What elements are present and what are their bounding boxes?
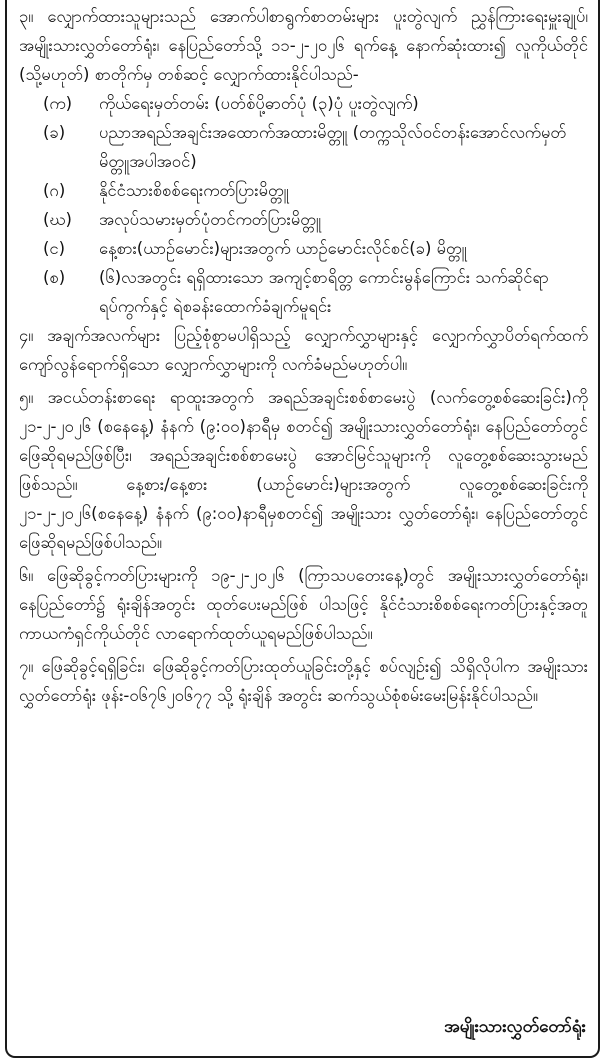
section-5-paragraph: ၅။ အငယ်တန်းစာရေး ရာထူးအတွက် အရည်အချင်းစစ်စာမေးပွဲ (လက်တွေ့စစ်ဆေးခြင်း)ကို ၂၁-၂-၂၀၂၆ (စနေနေ့) နံနက် (၉:၀၀)နာရီမှ စတင်၍ အမျိုးသားလွှတ်တော်ရုံး၊ နေပြည်တော်တွင် ဖြေဆိုရမည်ဖြစ်ပြီး၊ အရည်အချင်းစစ်စာမေးပွဲ အောင်မြင်သူများကို လူတွေ့စစ်ဆေးသွားမည် ဖြစ်သည်။ နေ့စား/နေ့စား (ယာဉ်မောင်း)များအတွက် လူတွေ့စစ်ဆေးခြင်းကို ၂၁-၂-၂၀၂၆(စနေနေ့) နံနက် (၉:၀၀)နာရီမှစတင်၍ အမျိုးသား လွှတ်တော်ရုံး၊ နေပြည်တော်တွင် ဖြေဆိုရမည်ဖြစ်ပါသည်။ [19,388,588,552]
list-item [19,234,588,263]
list-item-text: နိုင်ငံသားစိစစ်ရေးကတ်ပြားမိတ္တူ [99,181,289,200]
list-item-marker: (စ) [43,268,66,287]
list-item-text: အလုပ်သမားမှတ်ပုံတင်ကတ်ပြားမိတ္တူ [99,210,322,229]
list-item-marker: (ဂ) [43,181,66,200]
list-item [19,205,588,234]
section-6-paragraph: ၆။ ဖြေဆိုခွင့်ကတ်ပြားများကို ၁၉-၂-၂၀၂၆ (ကြာသပတေးနေ့)တွင် အမျိုးသားလွှတ်တော်ရုံး၊ နေပြည်တော်၌ ရုံးချိန်အတွင်း ထုတ်ပေးမည်ဖြစ် ပါသဖြင့် နိုင်ငံသားစိစစ်ရေးကတ်ပြားနှင့်အတူ ကာယကံရှင်ကိုယ်တိုင် လာရောက်ထုတ်ယူရမည်ဖြစ်ပါသည်။ [19,566,588,643]
section-2-paragraph: ၃။ လျှောက်ထားသူများသည် အောက်ပါစာရွက်စာတမ်းများ ပူးတွဲလျက် ညွှန်ကြားရေးမှူးချုပ်၊ အမျိုးသားလွှတ်တော်ရုံး၊ နေပြည်တော်သို့ ၁၁-၂-၂၀၂၆ ရက်နေ့ နောက်ဆုံးထား၍ လူကိုယ်တိုင် (သို့မဟုတ်) စာတိုက်မှ တစ်ဆင့် လျှောက်ထားနိုင်ပါသည်- [19,7,588,84]
list-item-text: နေ့စား(ယာဉ်မောင်း)များအတွက် ယာဉ်မောင်းလိုင်စင်(ခ) မိတ္တူ [99,239,467,258]
notice-document [5,0,600,1058]
required-documents-list [19,89,588,321]
issuer-signature: အမျိုးသားလွှတ်တော်ရုံး [444,1017,586,1037]
list-item [19,263,588,321]
list-item-text: (၆)လအတွင်း ရရှိထားသော အကျင့်စာရိတ္တ ကောင်းမွန်ကြောင်း သက်ဆိုင်ရာရပ်ကွက်နှင့် ရဲစခန်းထောက်ခံချက်မူရင်း [99,268,549,316]
list-item-text: ပညာအရည်အချင်းအထောက်အထားမိတ္တူ (တက္ကသိုလ်ဝင်တန်းအောင်လက်မှတ်မိတ္တူအပါအဝင်) [99,123,567,171]
list-item-marker: (က) [43,94,73,113]
section-4-paragraph: ၄။ အချက်အလက်များ ပြည့်စုံစွာမပါရှိသည့် လျှောက်လွှာများနှင့် လျှောက်လွှာပိတ်ရက်ထက် ကျော်လွန်ရောက်ရှိသော လျှောက်လွှာများကို လက်ခံမည်မဟုတ်ပါ။ [19,326,588,374]
list-item-marker: (င) [43,239,66,258]
section-7-paragraph: ၇။ ဖြေဆိုခွင့်ရရှိခြင်း၊ ဖြေဆိုခွင့်ကတ်ပြားထုတ်ယူခြင်းတို့နှင့် စပ်လျဉ်း၍ သိရှိလိုပါက အမျိုးသားလွှတ်တော်ရုံး ဖုန်း-၀၆၇၆၂၀၆၇၇ သို့ ရုံးချိန် အတွင်း ဆက်သွယ်စုံစမ်းမေးမြန်းနိုင်ပါသည်။ [19,657,588,705]
list-item-text: ကိုယ်ရေးမှတ်တမ်း (ပတ်စ်ပို့ဓာတ်ပုံ (၃)ပုံ ပူးတွဲလျက်) [99,94,419,113]
list-item [19,89,588,118]
list-item-marker: (ဃ) [43,210,72,229]
list-item [19,118,588,176]
list-item [19,176,588,205]
list-item-marker: (ခ) [43,123,66,142]
